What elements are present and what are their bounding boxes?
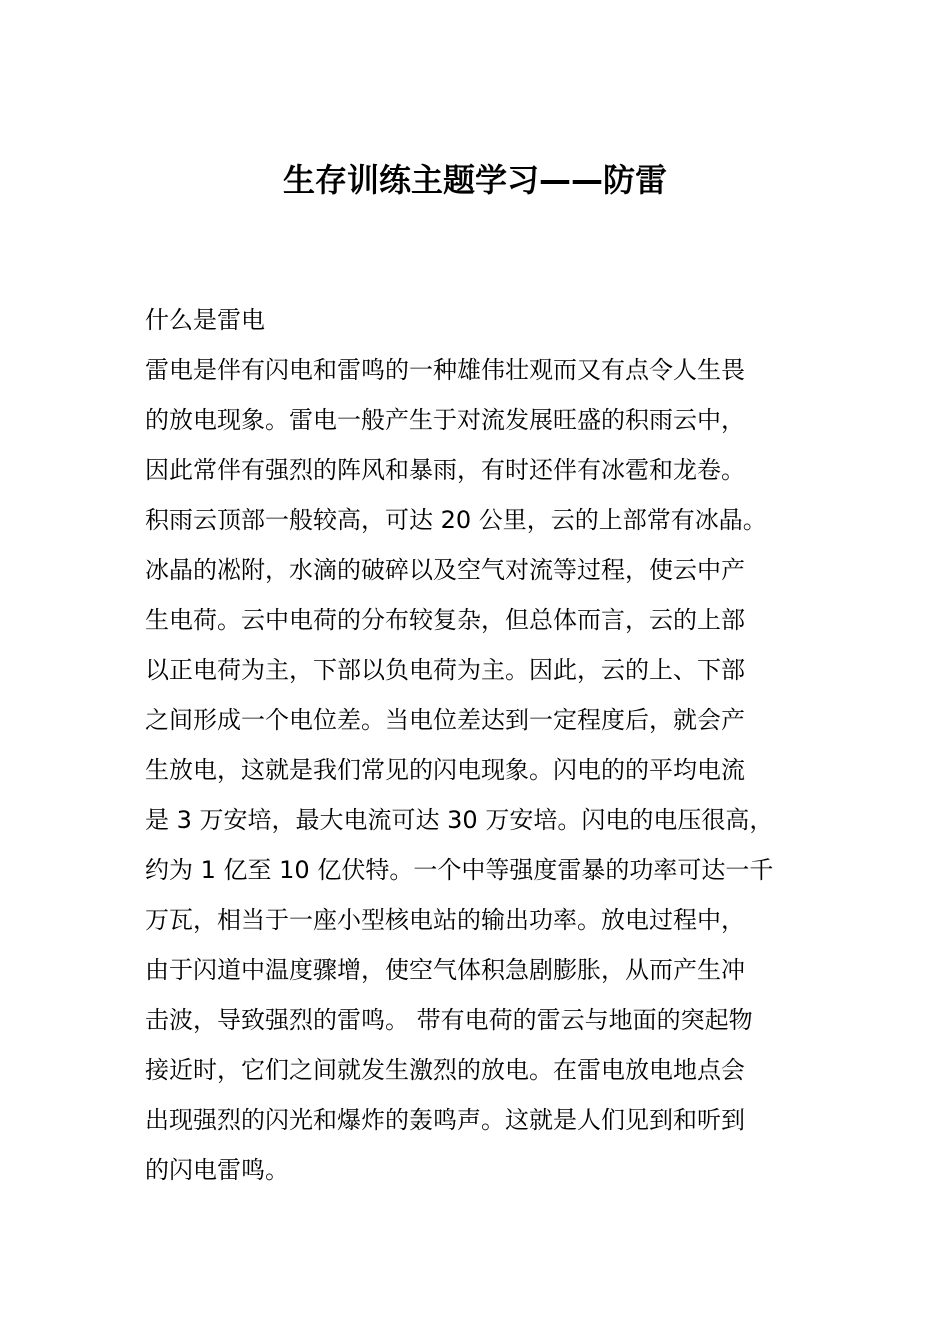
paragraph-line: 以正电荷为主，下部以负电荷为主。因此，云的上、下部 (145, 656, 745, 684)
document-title: 生存训练主题学习——防雷 (282, 161, 667, 199)
paragraph-line: 冰晶的凇附，水滴的破碎以及空气对流等过程，使云中产 (145, 556, 745, 584)
document-body (145, 295, 807, 1195)
paragraph-line: 接近时，它们之间就发生激烈的放电。在雷电放电地点会 (145, 1056, 745, 1084)
paragraph-line: 雷电是伴有闪电和雷鸣的一种雄伟壮观而又有点令人生畏 (145, 356, 745, 384)
paragraph-line: 出现强烈的闪光和爆炸的轰鸣声。这就是人们见到和听到 (145, 1106, 745, 1134)
paragraph (145, 345, 807, 1195)
section-heading: 什么是雷电 (145, 306, 265, 334)
paragraph-line: 积雨云顶部一般较高，可达 20 公里，云的上部常有冰晶。 (145, 506, 767, 534)
paragraph-line: 生放电，这就是我们常见的闪电现象。闪电的的平均电流 (145, 756, 745, 784)
paragraph-line: 万瓦，相当于一座小型核电站的输出功率。放电过程中， (145, 906, 745, 934)
paragraph-line: 之间形成一个电位差。当电位差达到一定程度后，就会产 (145, 706, 745, 734)
paragraph-line: 因此常伴有强烈的阵风和暴雨，有时还伴有冰雹和龙卷。 (145, 456, 745, 484)
paragraph-line: 是 3 万安培，最大电流可达 30 万安培。闪电的电压很高， (145, 806, 774, 834)
paragraph-line: 击波，导致强烈的雷鸣。 带有电荷的雷云与地面的突起物 (145, 1006, 753, 1034)
paragraph-line: 约为 1 亿至 10 亿伏特。一个中等强度雷暴的功率可达一千 (145, 856, 774, 884)
paragraph-line: 由于闪道中温度骤增，使空气体积急剧膨胀，从而产生冲 (145, 956, 745, 984)
paragraph-line: 生电荷。云中电荷的分布较复杂，但总体而言，云的上部 (145, 606, 745, 634)
paragraph-line: 的闪电雷鸣。 (145, 1156, 289, 1184)
paragraph-line: 的放电现象。雷电一般产生于对流发展旺盛的积雨云中， (145, 406, 745, 434)
